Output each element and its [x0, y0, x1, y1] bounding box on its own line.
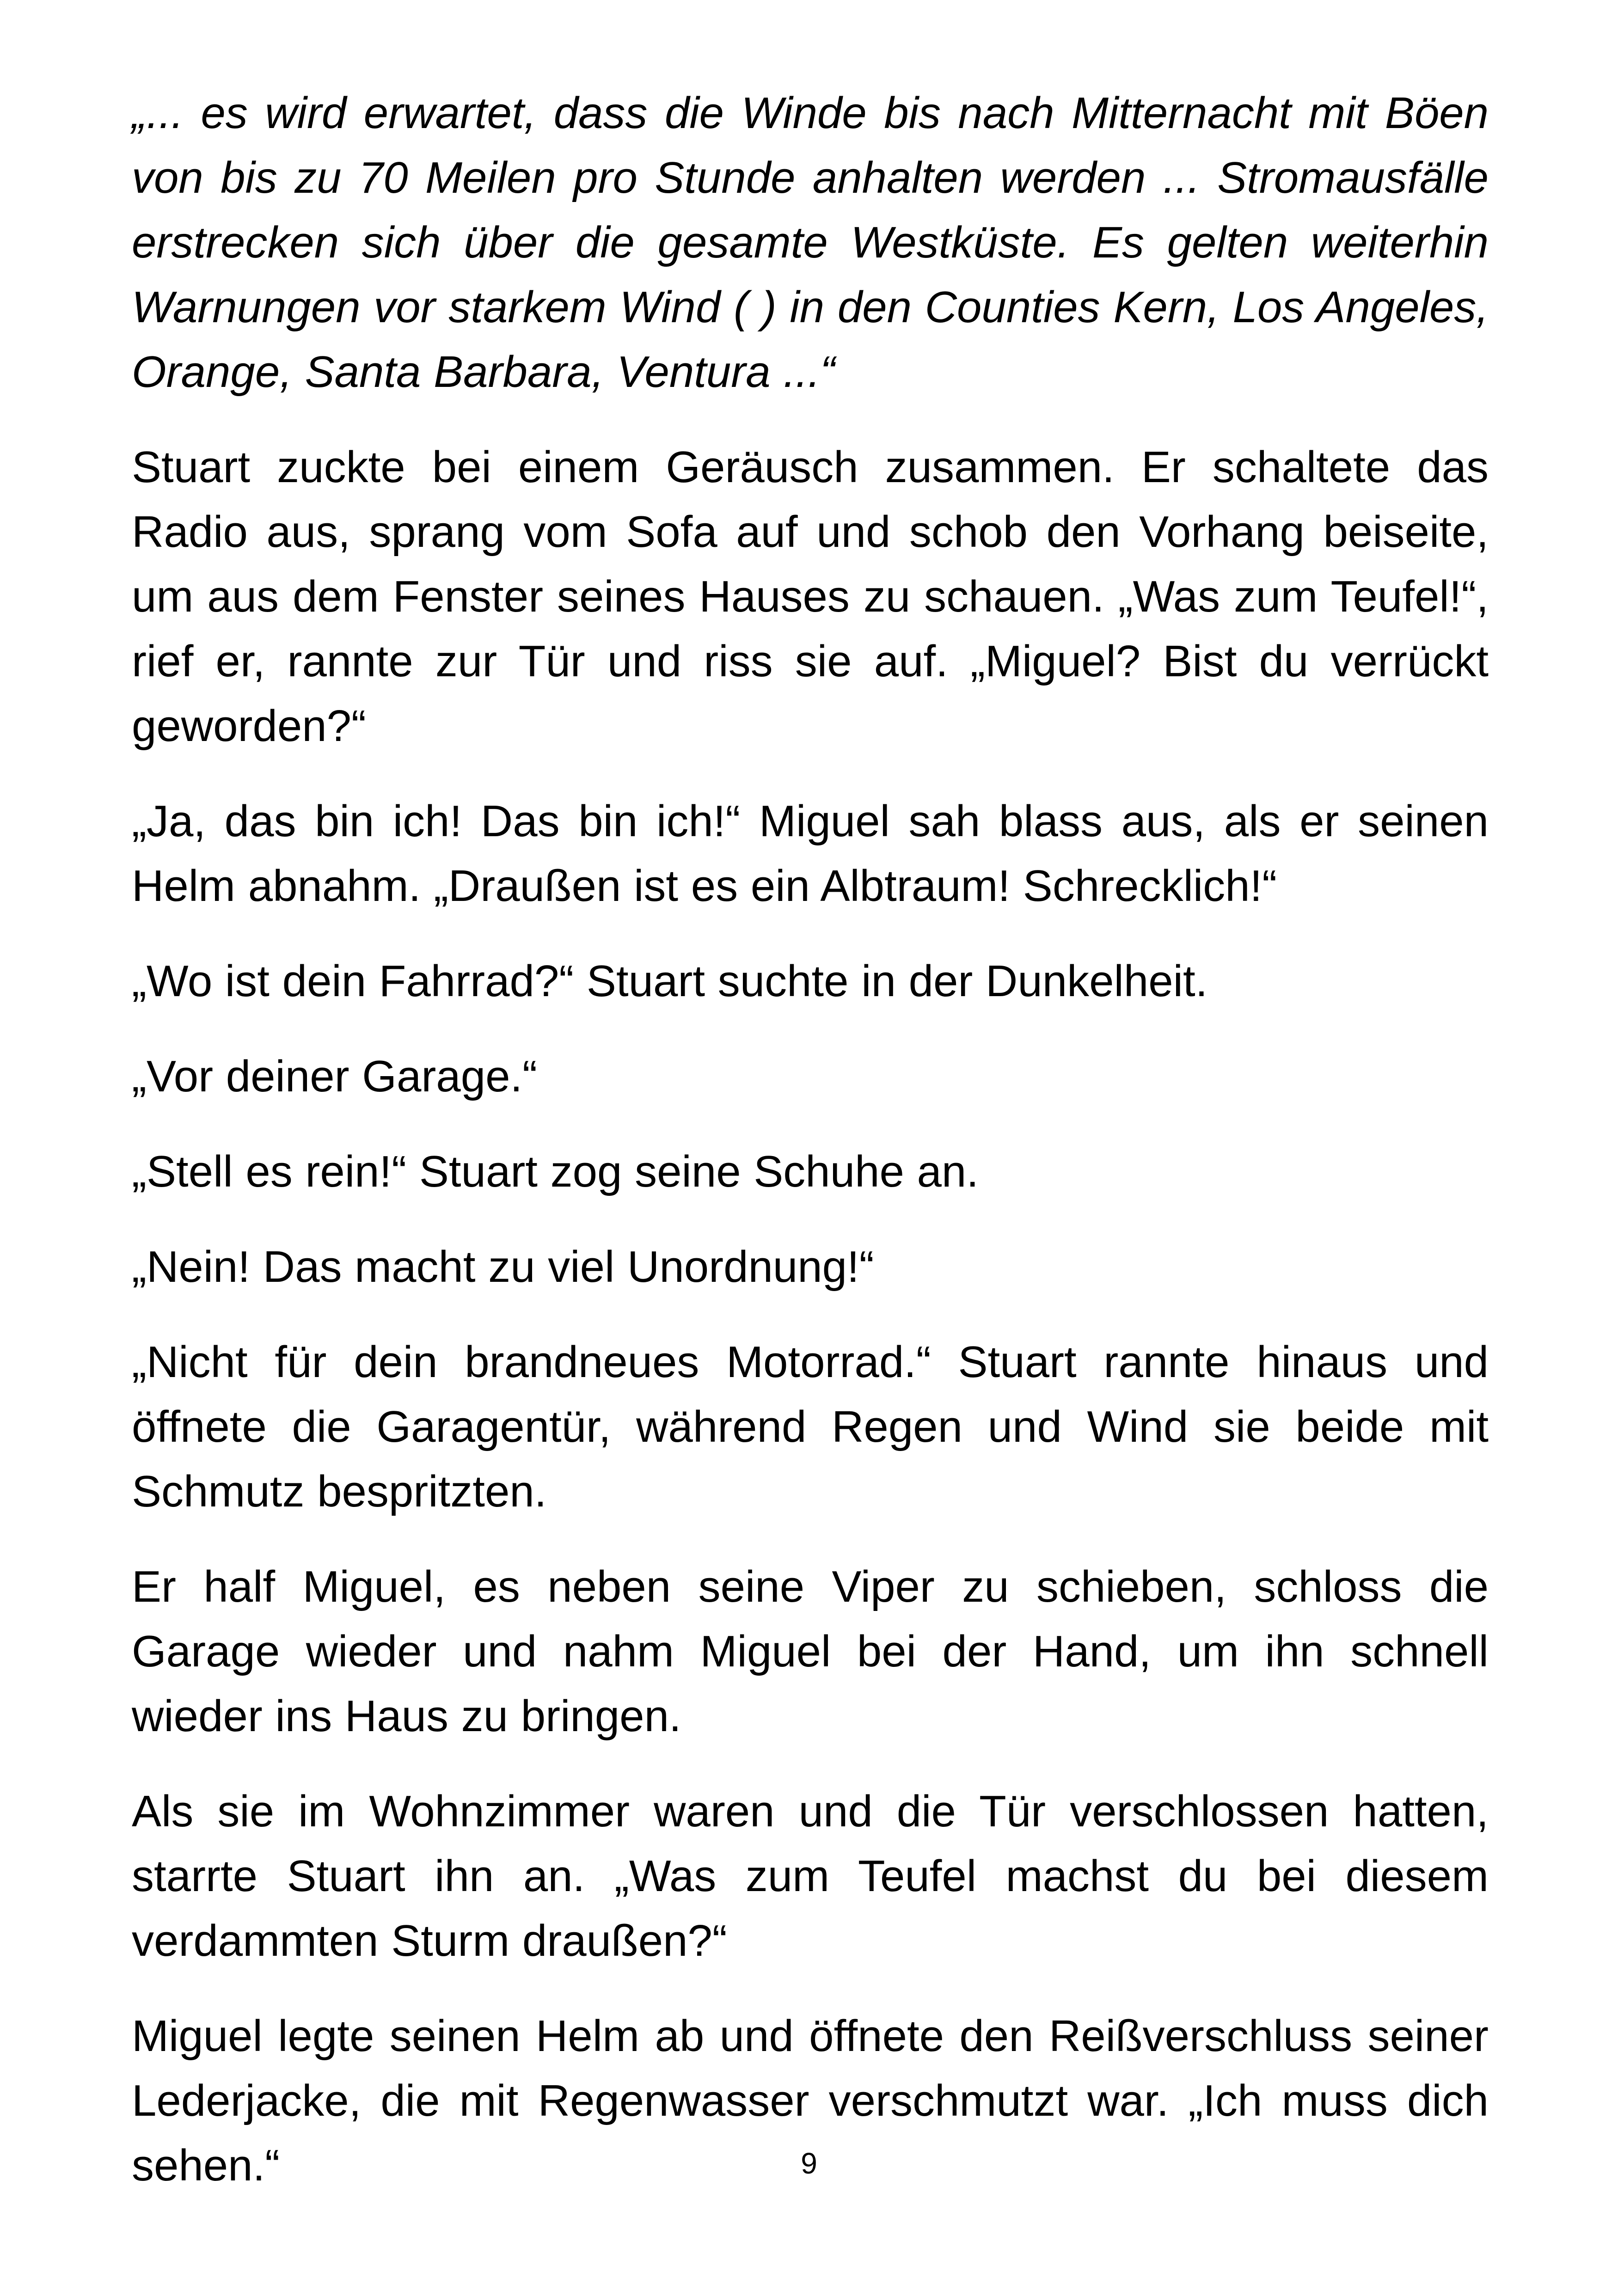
- paragraph-radio-broadcast: „... es wird erwartet, dass die Winde bis nach Mitternacht mit Böen von bis zu 70 Meilen pro Stunde anhalten werden ... Stromausfälle erstrecken sich über die gesamte Westküste. Es gelten weiterhin Warnungen vor starkem Wind ( ) in den Counties Kern, Los Angeles, Orange, Santa Barbara, Ventura ...“: [132, 88, 1489, 397]
- body-text: [132, 81, 1489, 2229]
- paragraph: „Wo ist dein Fahrrad?“ Stuart suchte in der Dunkelheit.: [132, 956, 1208, 1006]
- page-number: 9: [801, 2147, 817, 2180]
- paragraph: „Nicht für dein brandneues Motorrad.“ Stuart rannte hinaus und öffnete die Garagentür, während Regen und Wind sie beide mit Schmutz bespritzten.: [132, 1337, 1489, 1516]
- paragraph: Stuart zuckte bei einem Geräusch zusammen. Er schaltete das Radio aus, sprang vom Sofa auf und schob den Vorhang beiseite, um aus dem Fenster seines Hauses zu schauen. „Was zum Teufel!“, rief er, rannte zur Tür und riss sie auf. „Miguel? Bist du verrückt geworden?“: [132, 442, 1489, 751]
- paragraph: „Nein! Das macht zu viel Unordnung!“: [132, 1242, 874, 1292]
- paragraph: „Vor deiner Garage.“: [132, 1052, 538, 1101]
- paragraph: Miguel legte seinen Helm ab und öffnete den Reißverschluss seiner Lederjacke, die mit Regenwasser verschmutzt war. „Ich muss dich sehen.“: [132, 2011, 1489, 2190]
- paragraph: Er half Miguel, es neben seine Viper zu schieben, schloss die Garage wieder und nahm Miguel bei der Hand, um ihn schnell wieder ins Haus zu bringen.: [132, 1562, 1489, 1741]
- paragraph: „Ja, das bin ich! Das bin ich!“ Miguel sah blass aus, als er seinen Helm abnahm. „Draußen ist es ein Albtraum! Schrecklich!“: [132, 796, 1489, 911]
- paragraph: Als sie im Wohnzimmer waren und die Tür verschlossen hatten, starrte Stuart ihn an. „Was zum Teufel machst du bei diesem verdammten Sturm draußen?“: [132, 1787, 1489, 1965]
- paragraph: „Stell es rein!“ Stuart zog seine Schuhe an.: [132, 1147, 979, 1196]
